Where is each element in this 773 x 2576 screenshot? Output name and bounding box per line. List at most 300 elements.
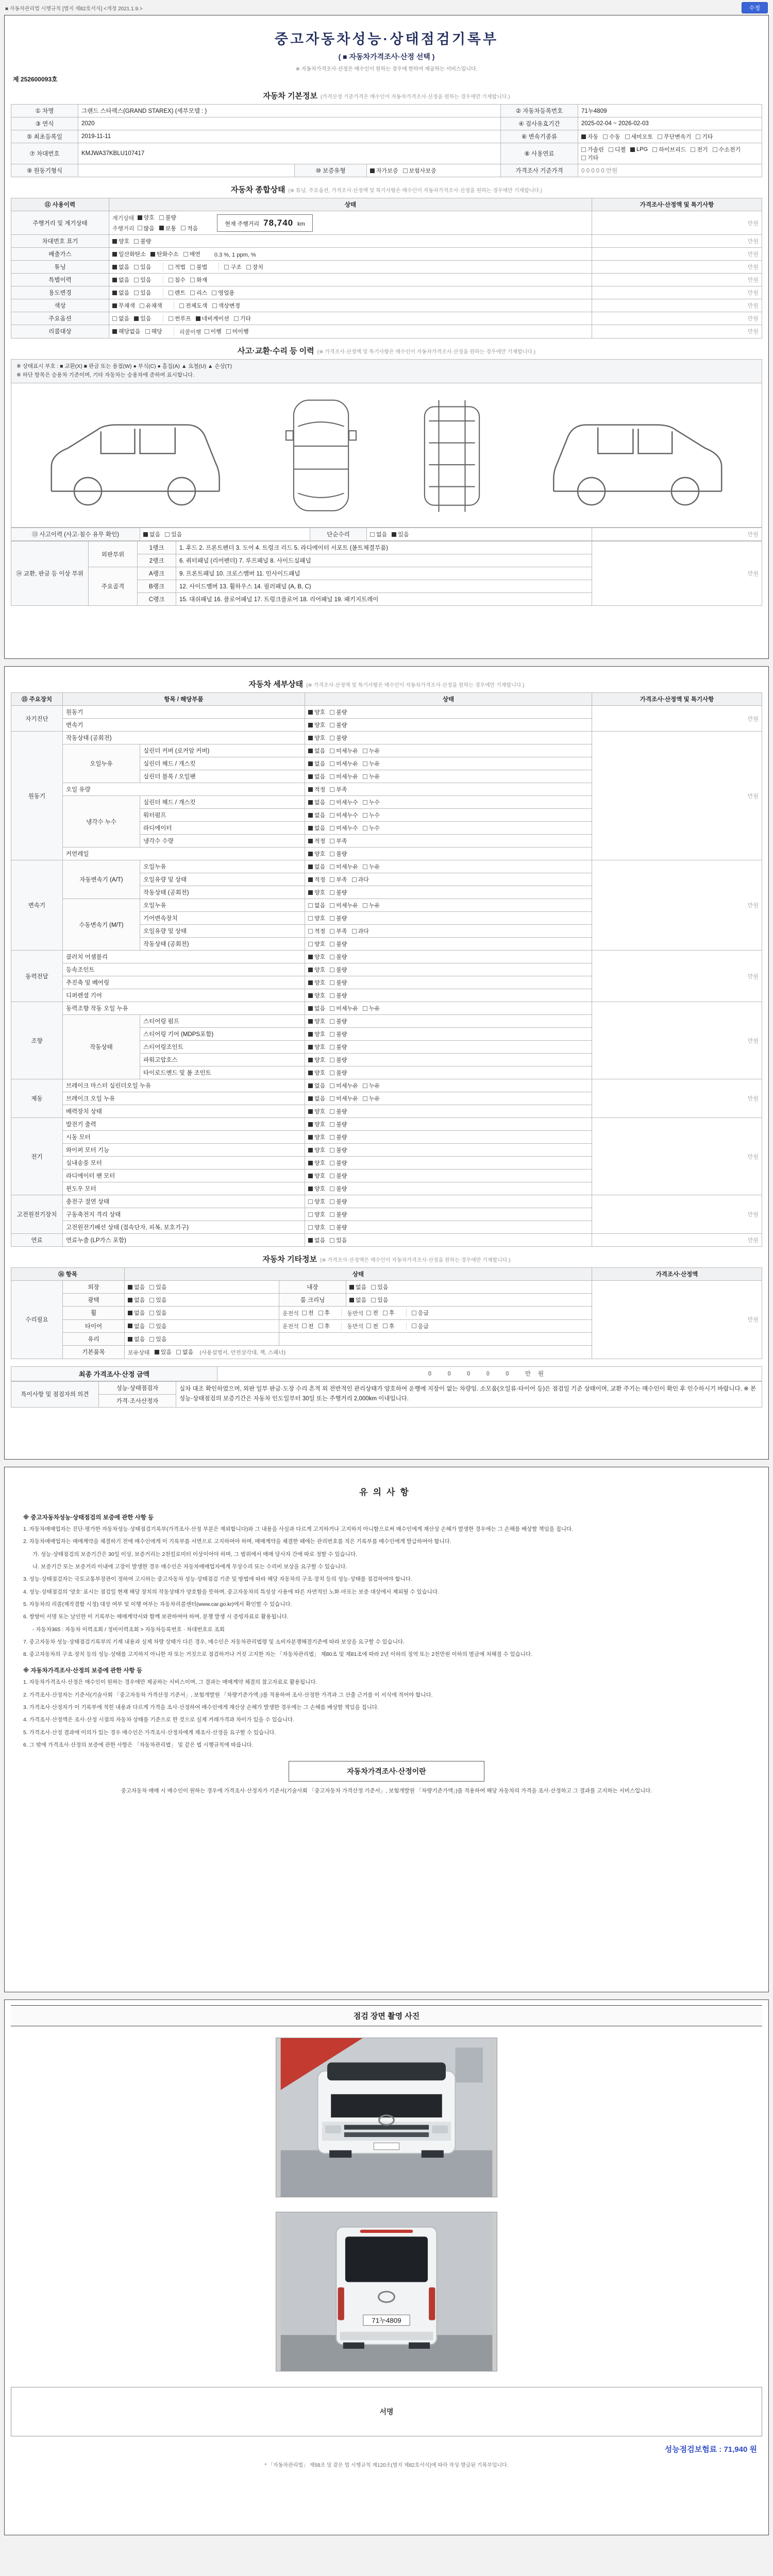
checkbox-option[interactable] xyxy=(330,1017,347,1025)
checkbox-option[interactable] xyxy=(149,1296,166,1304)
checkbox-option[interactable] xyxy=(308,811,325,819)
checkbox-option[interactable] xyxy=(330,1159,347,1167)
checkbox-option[interactable] xyxy=(658,132,691,141)
checkbox-checked[interactable] xyxy=(308,723,313,727)
checkbox-checked[interactable] xyxy=(308,1122,313,1127)
checkbox-option[interactable] xyxy=(308,1056,325,1064)
checkbox-option[interactable] xyxy=(308,1184,325,1193)
checkbox-unchecked[interactable] xyxy=(366,1324,371,1328)
checkbox-unchecked[interactable] xyxy=(149,1285,154,1290)
checkbox-option[interactable] xyxy=(169,289,186,297)
checkbox-option[interactable] xyxy=(308,708,325,716)
checkbox-option[interactable] xyxy=(112,237,129,245)
checkbox-option[interactable] xyxy=(155,1348,172,1356)
checkbox-unchecked[interactable] xyxy=(330,929,334,934)
checkbox-option[interactable] xyxy=(403,166,436,175)
checkbox-checked[interactable] xyxy=(143,532,148,537)
checkbox-unchecked[interactable] xyxy=(330,839,334,843)
checkbox-option[interactable] xyxy=(224,263,241,271)
checkbox-checked[interactable] xyxy=(308,993,313,998)
checkbox-unchecked[interactable] xyxy=(112,316,117,321)
checkbox-option[interactable] xyxy=(330,811,358,819)
checkbox-unchecked[interactable] xyxy=(308,1212,313,1217)
checkbox-unchecked[interactable] xyxy=(169,278,173,282)
checkbox-unchecked[interactable] xyxy=(363,749,367,753)
checkbox-checked[interactable] xyxy=(308,1032,313,1037)
checkbox-option[interactable] xyxy=(371,1283,388,1291)
checkbox-option[interactable] xyxy=(308,1043,325,1051)
checkbox-unchecked[interactable] xyxy=(330,1006,334,1011)
checkbox-unchecked[interactable] xyxy=(330,1083,334,1088)
checkbox-option[interactable] xyxy=(308,1133,325,1141)
checkbox-option[interactable] xyxy=(383,1309,395,1317)
checkbox-checked[interactable] xyxy=(134,316,139,321)
checkbox-unchecked[interactable] xyxy=(308,916,313,921)
checkbox-unchecked[interactable] xyxy=(696,134,700,139)
checkbox-unchecked[interactable] xyxy=(363,1096,367,1101)
checkbox-option[interactable] xyxy=(308,1094,325,1103)
checkbox-checked[interactable] xyxy=(308,787,313,792)
checkbox-unchecked[interactable] xyxy=(371,1285,376,1290)
checkbox-unchecked[interactable] xyxy=(212,291,216,295)
checkbox-unchecked[interactable] xyxy=(224,265,229,269)
checkbox-option[interactable] xyxy=(330,1094,358,1103)
checkbox-option[interactable] xyxy=(112,250,146,258)
checkbox-checked[interactable] xyxy=(159,226,164,230)
checkbox-option[interactable] xyxy=(308,875,325,884)
checkbox-checked[interactable] xyxy=(112,303,117,308)
checkbox-checked[interactable] xyxy=(308,877,313,882)
checkbox-unchecked[interactable] xyxy=(603,134,608,139)
checkbox-unchecked[interactable] xyxy=(652,147,657,152)
checkbox-unchecked[interactable] xyxy=(330,1187,334,1191)
checkbox-unchecked[interactable] xyxy=(330,877,334,882)
checkbox-option[interactable] xyxy=(226,327,249,335)
checkbox-unchecked[interactable] xyxy=(159,215,164,220)
checkbox-option[interactable] xyxy=(150,250,179,258)
checkbox-option[interactable] xyxy=(308,1223,325,1231)
checkbox-option[interactable] xyxy=(318,1309,330,1317)
checkbox-checked[interactable] xyxy=(308,1187,313,1191)
checkbox-option[interactable] xyxy=(183,250,200,258)
checkbox-option[interactable] xyxy=(330,1081,358,1090)
checkbox-option[interactable] xyxy=(330,1056,347,1064)
checkbox-option[interactable] xyxy=(149,1335,166,1343)
checkbox-unchecked[interactable] xyxy=(330,903,334,908)
checkbox-option[interactable] xyxy=(308,862,325,871)
checkbox-unchecked[interactable] xyxy=(134,278,139,282)
checkbox-option[interactable] xyxy=(330,708,347,716)
checkbox-unchecked[interactable] xyxy=(134,291,139,295)
checkbox-unchecked[interactable] xyxy=(149,1324,154,1328)
checkbox-option[interactable] xyxy=(349,1283,366,1291)
checkbox-option[interactable] xyxy=(330,785,347,793)
checkbox-unchecked[interactable] xyxy=(363,800,367,805)
checkbox-unchecked[interactable] xyxy=(179,303,184,308)
checkbox-option[interactable] xyxy=(234,314,251,323)
checkbox-unchecked[interactable] xyxy=(330,968,334,972)
checkbox-option[interactable] xyxy=(363,1004,380,1012)
checkbox-option[interactable] xyxy=(308,940,325,948)
checkbox-unchecked[interactable] xyxy=(352,929,357,934)
checkbox-unchecked[interactable] xyxy=(330,1161,334,1165)
checkbox-unchecked[interactable] xyxy=(363,865,367,869)
checkbox-option[interactable] xyxy=(143,530,160,538)
checkbox-unchecked[interactable] xyxy=(330,1096,334,1101)
checkbox-option[interactable] xyxy=(330,1133,347,1141)
checkbox-checked[interactable] xyxy=(112,291,117,295)
checkbox-unchecked[interactable] xyxy=(134,239,139,244)
checkbox-unchecked[interactable] xyxy=(330,942,334,946)
checkbox-unchecked[interactable] xyxy=(713,147,717,152)
checkbox-checked[interactable] xyxy=(308,1096,313,1101)
checkbox-unchecked[interactable] xyxy=(138,226,142,230)
checkbox-checked[interactable] xyxy=(308,761,313,766)
checkbox-unchecked[interactable] xyxy=(581,156,586,160)
checkbox-unchecked[interactable] xyxy=(181,226,186,230)
checkbox-option[interactable] xyxy=(330,1107,347,1115)
checkbox-checked[interactable] xyxy=(196,316,200,321)
checkbox-unchecked[interactable] xyxy=(330,1032,334,1037)
checkbox-option[interactable] xyxy=(330,1172,347,1180)
checkbox-option[interactable] xyxy=(138,213,155,222)
checkbox-option[interactable] xyxy=(308,824,325,832)
checkbox-option[interactable] xyxy=(308,1172,325,1180)
checkbox-unchecked[interactable] xyxy=(226,329,231,334)
checkbox-option[interactable] xyxy=(652,145,686,154)
checkbox-option[interactable] xyxy=(308,1004,325,1012)
checkbox-option[interactable] xyxy=(246,263,263,271)
checkbox-unchecked[interactable] xyxy=(330,736,334,740)
checkbox-option[interactable] xyxy=(330,1120,347,1128)
checkbox-unchecked[interactable] xyxy=(330,1135,334,1140)
checkbox-unchecked[interactable] xyxy=(183,252,188,257)
checkbox-checked[interactable] xyxy=(128,1298,132,1302)
checkbox-unchecked[interactable] xyxy=(165,532,170,537)
checkbox-option[interactable] xyxy=(112,289,129,297)
checkbox-unchecked[interactable] xyxy=(330,980,334,985)
checkbox-option[interactable] xyxy=(392,530,409,538)
checkbox-checked[interactable] xyxy=(308,826,313,831)
checkbox-option[interactable] xyxy=(308,953,325,961)
checkbox-unchecked[interactable] xyxy=(363,826,367,831)
checkbox-unchecked[interactable] xyxy=(383,1324,388,1328)
checkbox-unchecked[interactable] xyxy=(246,265,251,269)
checkbox-option[interactable] xyxy=(330,824,358,832)
checkbox-unchecked[interactable] xyxy=(318,1324,323,1328)
checkbox-option[interactable] xyxy=(308,721,325,729)
checkbox-option[interactable] xyxy=(169,263,186,271)
checkbox-checked[interactable] xyxy=(349,1298,354,1302)
checkbox-checked[interactable] xyxy=(308,1083,313,1088)
checkbox-option[interactable] xyxy=(308,888,325,896)
checkbox-unchecked[interactable] xyxy=(140,303,144,308)
checkbox-option[interactable] xyxy=(134,314,151,323)
checkbox-option[interactable] xyxy=(176,1348,193,1356)
checkbox-option[interactable] xyxy=(165,530,182,538)
checkbox-option[interactable] xyxy=(128,1296,145,1304)
checkbox-unchecked[interactable] xyxy=(370,532,375,537)
checkbox-option[interactable] xyxy=(363,1081,380,1090)
checkbox-option[interactable] xyxy=(169,276,186,284)
checkbox-option[interactable] xyxy=(330,759,358,768)
checkbox-unchecked[interactable] xyxy=(330,761,334,766)
checkbox-unchecked[interactable] xyxy=(330,1071,334,1075)
checkbox-checked[interactable] xyxy=(630,147,635,152)
signature-area[interactable]: 서명 xyxy=(11,2387,762,2436)
checkbox-unchecked[interactable] xyxy=(176,1350,181,1354)
checkbox-unchecked[interactable] xyxy=(330,916,334,921)
checkbox-checked[interactable] xyxy=(308,800,313,805)
checkbox-checked[interactable] xyxy=(308,1071,313,1075)
checkbox-checked[interactable] xyxy=(308,710,313,715)
checkbox-option[interactable] xyxy=(363,811,380,819)
checkbox-checked[interactable] xyxy=(581,134,586,139)
checkbox-option[interactable] xyxy=(366,1309,378,1317)
checkbox-option[interactable] xyxy=(308,785,325,793)
checkbox-option[interactable] xyxy=(330,772,358,781)
checkbox-option[interactable] xyxy=(330,888,347,896)
checkbox-unchecked[interactable] xyxy=(330,1174,334,1178)
checkbox-option[interactable] xyxy=(112,314,129,323)
checkbox-option[interactable] xyxy=(412,1322,429,1330)
checkbox-checked[interactable] xyxy=(308,813,313,818)
checkbox-option[interactable] xyxy=(330,1197,347,1206)
checkbox-unchecked[interactable] xyxy=(330,787,334,792)
checkbox-option[interactable] xyxy=(330,862,358,871)
checkbox-unchecked[interactable] xyxy=(318,1311,323,1315)
checkbox-option[interactable] xyxy=(308,1017,325,1025)
checkbox-option[interactable] xyxy=(181,224,198,232)
checkbox-option[interactable] xyxy=(308,914,325,922)
checkbox-checked[interactable] xyxy=(308,774,313,779)
checkbox-option[interactable] xyxy=(330,940,347,948)
checkbox-option[interactable] xyxy=(370,166,398,175)
checkbox-checked[interactable] xyxy=(308,980,313,985)
checkbox-option[interactable] xyxy=(190,276,207,284)
checkbox-option[interactable] xyxy=(330,1146,347,1154)
checkbox-option[interactable] xyxy=(140,301,162,310)
checkbox-unchecked[interactable] xyxy=(330,749,334,753)
checkbox-unchecked[interactable] xyxy=(169,316,173,321)
checkbox-unchecked[interactable] xyxy=(363,813,367,818)
checkbox-option[interactable] xyxy=(212,301,241,310)
checkbox-option[interactable] xyxy=(145,327,162,335)
checkbox-unchecked[interactable] xyxy=(363,1006,367,1011)
checkbox-unchecked[interactable] xyxy=(330,1199,334,1204)
checkbox-unchecked[interactable] xyxy=(169,291,173,295)
checkbox-checked[interactable] xyxy=(308,1109,313,1114)
checkbox-option[interactable] xyxy=(371,1296,388,1304)
checkbox-option[interactable] xyxy=(302,1322,314,1330)
checkbox-unchecked[interactable] xyxy=(363,774,367,779)
checkbox-checked[interactable] xyxy=(308,839,313,843)
checkbox-option[interactable] xyxy=(330,734,347,742)
checkbox-checked[interactable] xyxy=(308,865,313,869)
checkbox-unchecked[interactable] xyxy=(330,1045,334,1049)
checkbox-option[interactable] xyxy=(302,1309,314,1317)
checkbox-option[interactable] xyxy=(149,1283,166,1291)
checkbox-option[interactable] xyxy=(581,145,604,154)
checkbox-option[interactable] xyxy=(149,1322,166,1330)
checkbox-unchecked[interactable] xyxy=(308,929,313,934)
checkbox-option[interactable] xyxy=(352,875,369,884)
checkbox-option[interactable] xyxy=(190,289,207,297)
edit-button[interactable]: 수정 xyxy=(742,2,768,13)
checkbox-checked[interactable] xyxy=(112,329,117,334)
checkbox-option[interactable] xyxy=(691,145,708,154)
checkbox-option[interactable] xyxy=(625,132,653,141)
checkbox-unchecked[interactable] xyxy=(330,852,334,856)
checkbox-option[interactable] xyxy=(308,965,325,974)
checkbox-option[interactable] xyxy=(330,798,358,806)
checkbox-checked[interactable] xyxy=(308,1006,313,1011)
checkbox-option[interactable] xyxy=(330,965,347,974)
checkbox-unchecked[interactable] xyxy=(149,1298,154,1302)
checkbox-option[interactable] xyxy=(196,314,229,323)
checkbox-checked[interactable] xyxy=(308,955,313,959)
checkbox-option[interactable] xyxy=(128,1283,145,1291)
checkbox-option[interactable] xyxy=(330,1030,347,1038)
checkbox-unchecked[interactable] xyxy=(330,1019,334,1024)
checkbox-option[interactable] xyxy=(308,1030,325,1038)
checkbox-checked[interactable] xyxy=(128,1337,132,1342)
checkbox-unchecked[interactable] xyxy=(403,168,408,173)
checkbox-option[interactable] xyxy=(308,1120,325,1128)
checkbox-unchecked[interactable] xyxy=(234,316,239,321)
checkbox-option[interactable] xyxy=(134,237,151,245)
checkbox-checked[interactable] xyxy=(308,1174,313,1178)
checkbox-checked[interactable] xyxy=(308,736,313,740)
checkbox-checked[interactable] xyxy=(112,239,117,244)
checkbox-option[interactable] xyxy=(330,901,358,909)
checkbox-option[interactable] xyxy=(134,289,151,297)
checkbox-option[interactable] xyxy=(330,991,347,999)
checkbox-option[interactable] xyxy=(581,132,598,141)
checkbox-unchecked[interactable] xyxy=(691,147,695,152)
checkbox-option[interactable] xyxy=(363,798,380,806)
checkbox-unchecked[interactable] xyxy=(609,147,613,152)
checkbox-unchecked[interactable] xyxy=(330,1122,334,1127)
checkbox-checked[interactable] xyxy=(138,215,142,220)
checkbox-option[interactable] xyxy=(112,301,135,310)
checkbox-unchecked[interactable] xyxy=(145,329,150,334)
checkbox-option[interactable] xyxy=(308,1210,325,1218)
checkbox-option[interactable] xyxy=(352,927,369,935)
checkbox-option[interactable] xyxy=(308,991,325,999)
checkbox-unchecked[interactable] xyxy=(352,877,357,882)
checkbox-option[interactable] xyxy=(363,862,380,871)
checkbox-unchecked[interactable] xyxy=(330,723,334,727)
checkbox-option[interactable] xyxy=(349,1296,366,1304)
checkbox-checked[interactable] xyxy=(308,1148,313,1153)
checkbox-option[interactable] xyxy=(308,734,325,742)
checkbox-unchecked[interactable] xyxy=(134,265,139,269)
checkbox-checked[interactable] xyxy=(308,968,313,972)
checkbox-option[interactable] xyxy=(603,132,620,141)
checkbox-checked[interactable] xyxy=(150,252,155,257)
checkbox-unchecked[interactable] xyxy=(330,890,334,895)
checkbox-option[interactable] xyxy=(212,289,234,297)
checkbox-option[interactable] xyxy=(330,747,358,755)
checkbox-option[interactable] xyxy=(112,327,141,335)
checkbox-unchecked[interactable] xyxy=(366,1311,371,1315)
checkbox-option[interactable] xyxy=(128,1322,145,1330)
checkbox-unchecked[interactable] xyxy=(363,1083,367,1088)
checkbox-checked[interactable] xyxy=(308,1135,313,1140)
checkbox-option[interactable] xyxy=(363,747,380,755)
checkbox-unchecked[interactable] xyxy=(205,329,209,334)
checkbox-unchecked[interactable] xyxy=(330,813,334,818)
checkbox-option[interactable] xyxy=(609,145,626,154)
checkbox-option[interactable] xyxy=(330,721,347,729)
checkbox-option[interactable] xyxy=(308,978,325,987)
checkbox-option[interactable] xyxy=(308,1069,325,1077)
checkbox-option[interactable] xyxy=(308,1159,325,1167)
checkbox-checked[interactable] xyxy=(112,265,117,269)
checkbox-checked[interactable] xyxy=(308,749,313,753)
checkbox-option[interactable] xyxy=(412,1309,429,1317)
checkbox-unchecked[interactable] xyxy=(625,134,630,139)
checkbox-unchecked[interactable] xyxy=(169,265,173,269)
checkbox-checked[interactable] xyxy=(308,1058,313,1062)
checkbox-unchecked[interactable] xyxy=(308,942,313,946)
checkbox-option[interactable] xyxy=(330,1223,347,1231)
checkbox-checked[interactable] xyxy=(308,1161,313,1165)
checkbox-checked[interactable] xyxy=(308,1045,313,1049)
checkbox-option[interactable] xyxy=(308,1236,325,1244)
checkbox-checked[interactable] xyxy=(308,1019,313,1024)
checkbox-unchecked[interactable] xyxy=(658,134,662,139)
checkbox-option[interactable] xyxy=(308,1146,325,1154)
checkbox-option[interactable] xyxy=(112,276,129,284)
checkbox-unchecked[interactable] xyxy=(308,1199,313,1204)
checkbox-unchecked[interactable] xyxy=(371,1298,376,1302)
checkbox-option[interactable] xyxy=(128,1335,145,1343)
checkbox-unchecked[interactable] xyxy=(330,1225,334,1230)
checkbox-option[interactable] xyxy=(383,1322,395,1330)
checkbox-checked[interactable] xyxy=(155,1350,159,1354)
checkbox-option[interactable] xyxy=(308,901,325,909)
checkbox-checked[interactable] xyxy=(128,1311,132,1315)
checkbox-checked[interactable] xyxy=(370,168,375,173)
checkbox-unchecked[interactable] xyxy=(330,800,334,805)
checkbox-unchecked[interactable] xyxy=(330,774,334,779)
checkbox-unchecked[interactable] xyxy=(330,1212,334,1217)
checkbox-option[interactable] xyxy=(696,132,713,141)
checkbox-checked[interactable] xyxy=(308,1238,313,1243)
checkbox-option[interactable] xyxy=(308,1197,325,1206)
checkbox-option[interactable] xyxy=(308,759,325,768)
checkbox-option[interactable] xyxy=(308,837,325,845)
checkbox-option[interactable] xyxy=(363,824,380,832)
checkbox-option[interactable] xyxy=(112,263,129,271)
checkbox-option[interactable] xyxy=(330,1069,347,1077)
checkbox-unchecked[interactable] xyxy=(412,1311,416,1315)
checkbox-option[interactable] xyxy=(330,1004,358,1012)
checkbox-option[interactable] xyxy=(713,145,741,154)
checkbox-option[interactable] xyxy=(318,1322,330,1330)
checkbox-unchecked[interactable] xyxy=(302,1311,307,1315)
checkbox-checked[interactable] xyxy=(392,532,396,537)
checkbox-unchecked[interactable] xyxy=(383,1311,388,1315)
checkbox-unchecked[interactable] xyxy=(149,1311,154,1315)
checkbox-checked[interactable] xyxy=(128,1324,132,1328)
checkbox-option[interactable] xyxy=(159,213,176,222)
checkbox-option[interactable] xyxy=(205,327,222,335)
checkbox-option[interactable] xyxy=(138,224,155,232)
checkbox-option[interactable] xyxy=(330,875,347,884)
